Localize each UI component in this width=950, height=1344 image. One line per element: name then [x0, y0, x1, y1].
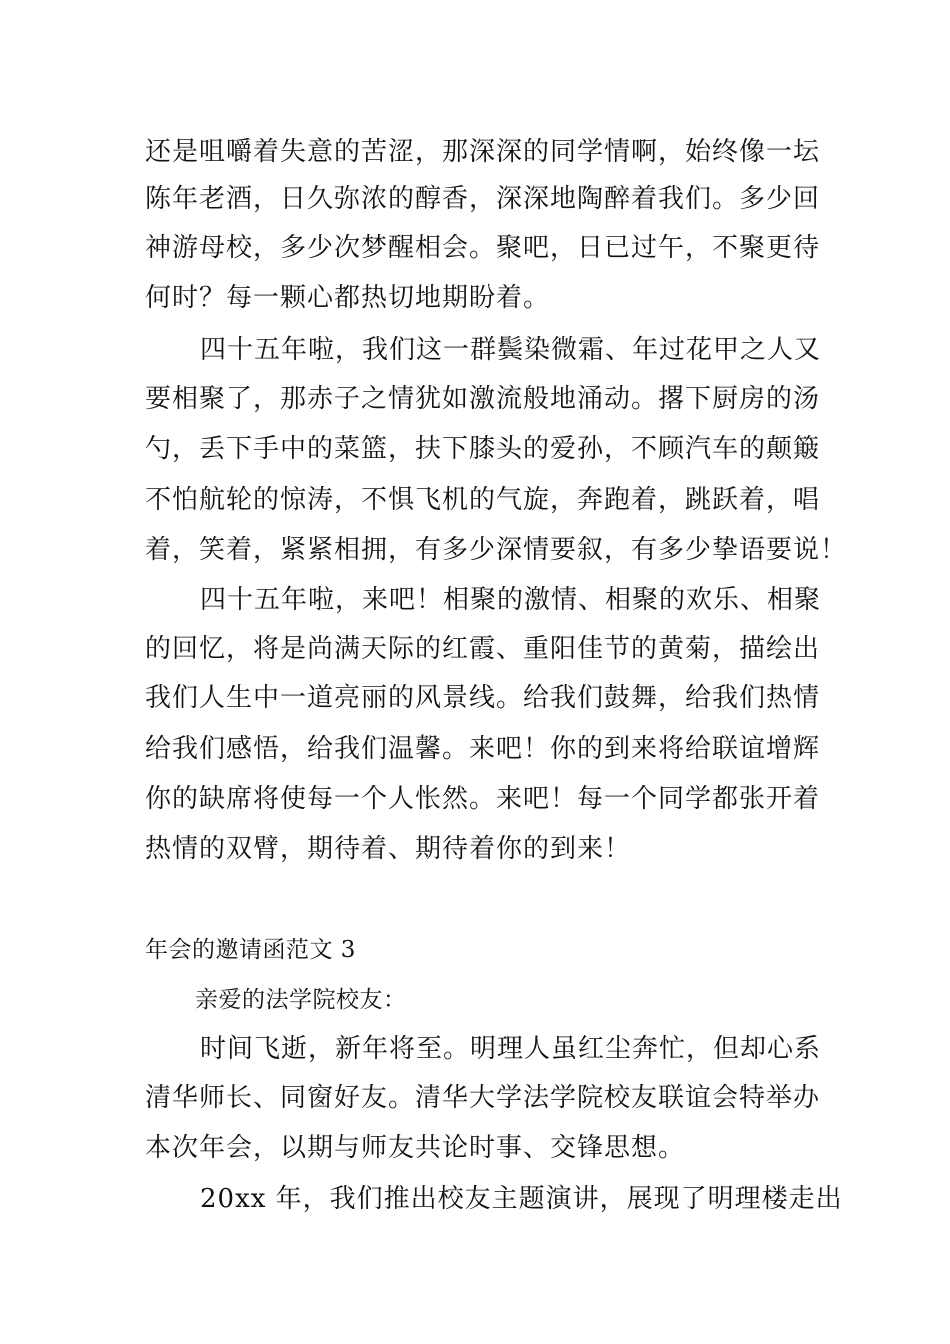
text-line: 要相聚了，那赤子之情犹如激流般地涌动。撂下厨房的汤 — [145, 384, 821, 414]
text-line: 陈年老酒，日久弥浓的醇香，深深地陶醉着我们。多少回 — [145, 184, 821, 214]
salutation: 亲爱的法学院校友： — [195, 987, 407, 1013]
text-line: 着，笑着，紧紧相拥，有多少深情要叙，有多少挚语要说！ — [145, 535, 848, 565]
text-line: 还是咀嚼着失意的苦涩，那深深的同学情啊，始终像一坛 — [145, 137, 821, 167]
text-line: 勺，丢下手中的菜篮，扶下膝头的爱孙，不顾汽车的颠簸 — [145, 434, 821, 464]
text-line: 神游母校，多少次梦醒相会。聚吧，日已过午，不聚更待 — [145, 233, 821, 263]
text-line: 四十五年啦，来吧！相聚的激情、相聚的欢乐、相聚 — [200, 585, 822, 615]
text-line: 不怕航轮的惊涛，不惧飞机的气旋，奔跑着，跳跃着，唱 — [145, 485, 821, 515]
text-line: 的回忆，将是尚满天际的红霞、重阳佳节的黄菊，描绘出 — [145, 634, 821, 664]
text-line: 本次年会，以期与师友共论时事、交锋思想。 — [145, 1133, 686, 1163]
text-line: 何时？每一颗心都热切地期盼着。 — [145, 283, 551, 313]
text-line: 时间飞逝，新年将至。明理人虽红尘奔忙，但却心系 — [200, 1034, 822, 1064]
section-title: 年会的邀请函范文 3 — [145, 937, 356, 963]
text-line: 我们人生中一道亮丽的风景线。给我们鼓舞，给我们热情 — [145, 683, 821, 713]
text-line: 清华师长、同窗好友。清华大学法学院校友联谊会特举办 — [145, 1083, 821, 1113]
text-line: 热情的双臂，期待着、期待着你的到来！ — [145, 834, 632, 864]
text-line: 你的缺席将使每一个人怅然。来吧！每一个同学都张开着 — [145, 784, 821, 814]
text-line: 给我们感悟，给我们温馨。来吧！你的到来将给联谊增辉 — [145, 734, 821, 764]
text-line: 四十五年啦，我们这一群鬓染微霜、年过花甲之人又 — [200, 335, 822, 365]
text-line: 20xx 年，我们推出校友主题演讲，展现了明理楼走出 — [200, 1184, 843, 1214]
